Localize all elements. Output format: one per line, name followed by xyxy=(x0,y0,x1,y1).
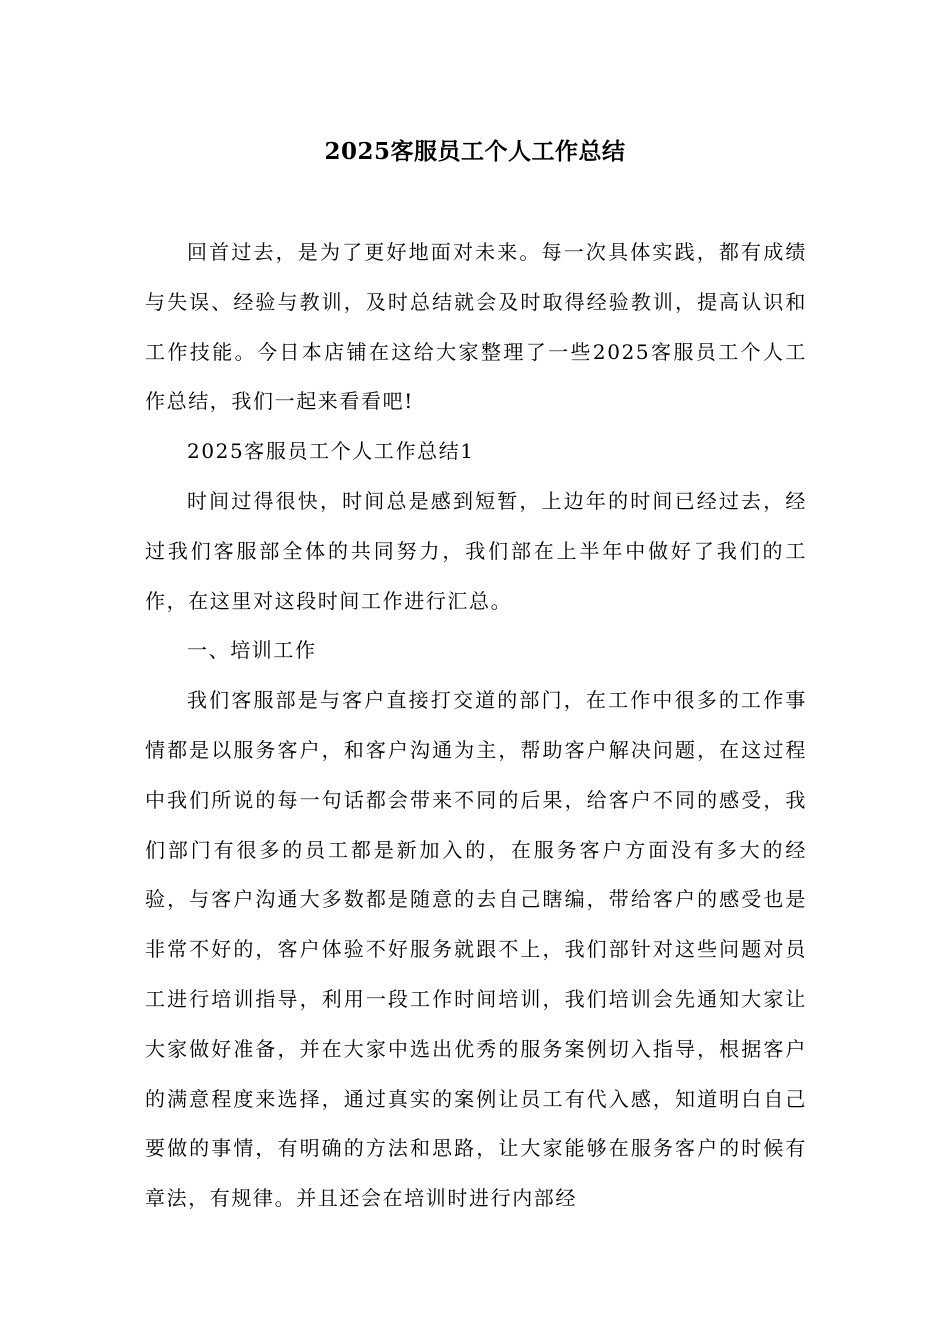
document-title: 2025客服员工个人工作总结 xyxy=(324,138,626,165)
subsection-heading: 一、培训工作 xyxy=(187,638,317,663)
document-body xyxy=(145,228,807,1224)
paragraph-intro: 回首过去，是为了更好地面对未来。每一次具体实践，都有成绩与失误、经验与教训，及时总结就会及时取得经验教训，提高认识和工作技能。今日本店铺在这给大家整理了一些2025客服员工个人工作总结，我们一起来看看吧! xyxy=(145,240,807,414)
paragraph-overview: 时间过得很快，时间总是感到短暂，上边年的时间已经过去，经过我们客服部全体的共同努力，我们部在上半年中做好了我们的工作，在这里对这段时间工作进行汇总。 xyxy=(145,488,807,613)
section-heading: 2025客服员工个人工作总结1 xyxy=(187,439,475,464)
paragraph-training: 我们客服部是与客户直接打交道的部门，在工作中很多的工作事情都是以服务客户，和客户沟通为主，帮助客户解决问题，在这过程中我们所说的每一句话都会带来不同的后果，给客户不同的感受，我们部门有很多的员工都是新加入的，在服务客户方面没有多大的经验，与客户沟通大多数都是随意的去自己瞎编，带给客户的感受也是非常不好的，客户体验不好服务就跟不上，我们部针对这些问题对员工进行培训指导，利用一段工作时间培训，我们培训会先通知大家让大家做好准备，并在大家中选出优秀的服务案例切入指导，根据客户的满意程度来选择，通过真实的案例让员工有代入感，知道明白自己要做的事情，有明确的方法和思路，让大家能够在服务客户的时候有章法，有规律。并且还会在培训时进行内部经 xyxy=(145,688,807,1211)
